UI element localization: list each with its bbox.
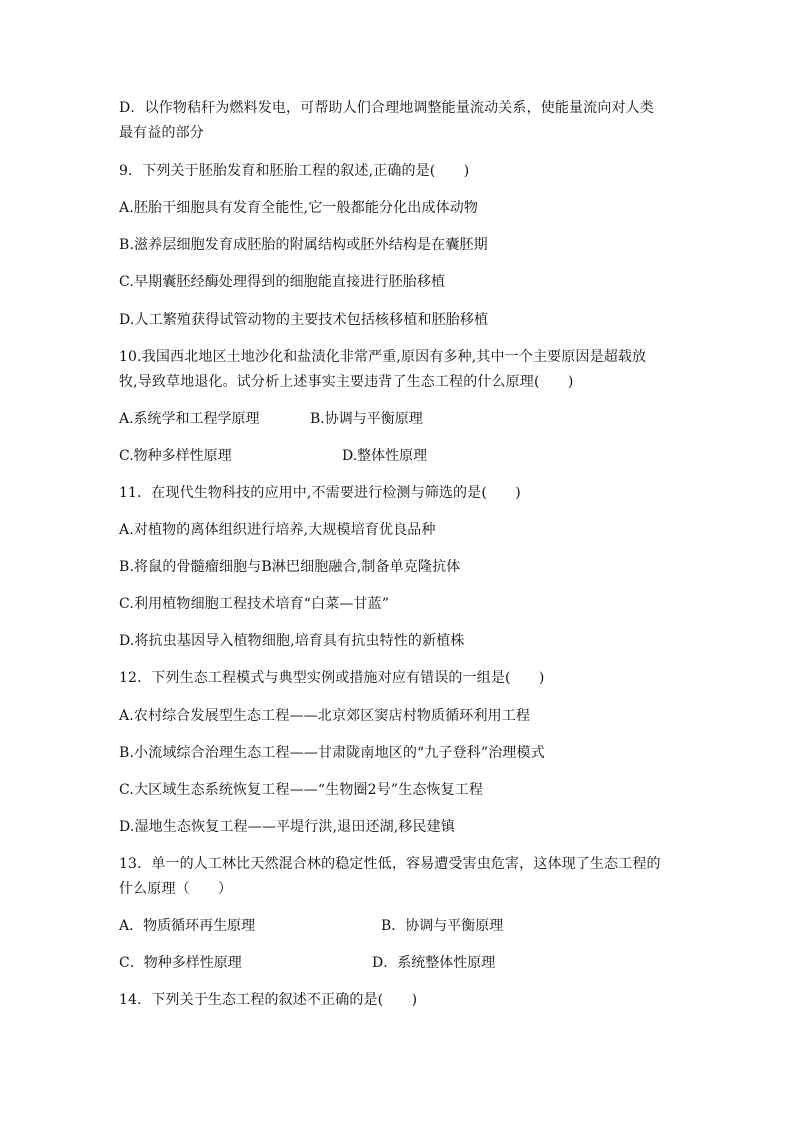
q11-option-b: B.将鼠的骨髓瘤细胞与B淋巴细胞融合,制备单克隆抗体: [119, 559, 461, 575]
q9-stem: 9．下列关于胚胎发育和胚胎工程的叙述,正确的是( ): [119, 163, 470, 179]
q12-stem: 12．下列生态工程模式与典型实例或措施对应有错误的一组是( ): [119, 670, 545, 686]
q13-option-b: B．协调与平衡原理: [381, 918, 504, 934]
q13-option-a: A．物质循环再生原理: [119, 918, 256, 934]
q9-option-a: A.胚胎干细胞具有发育全能性,它一般都能分化出成体动物: [119, 200, 479, 216]
q12-option-b: B.小流域综合治理生态工程——甘肃陇南地区的“九子登科”治理模式: [119, 745, 545, 761]
q8-option-d-line1: D．以作物秸秆为燃料发电，可帮助人们合理地调整能量流动关系，使能量流向对人类: [119, 100, 654, 116]
q9-option-b: B.滋养层细胞发育成胚胎的附属结构或胚外结构是在囊胚期: [119, 237, 488, 253]
q10-option-d: D.整体性原理: [342, 448, 428, 464]
q10-stem-line2: 牧,导致草地退化。试分析上述事实主要违背了生态工程的什么原理( ): [119, 374, 574, 390]
q11-option-a: A.对植物的离体组织进行培养,大规模培育优良品种: [119, 522, 436, 538]
q9-option-d: D.人工繁殖获得试管动物的主要技术包括核移植和胚胎移植: [119, 312, 489, 328]
q13-stem-line2: 什么原理（ ）: [119, 881, 233, 897]
q13-option-d: D．系统整体性原理: [372, 955, 496, 971]
q14-stem: 14．下列关于生态工程的叙述不正确的是( ): [119, 992, 418, 1008]
q13-stem-line1: 13．单一的人工林比天然混合林的稳定性低，容易遭受害虫危害，这体现了生态工程的: [119, 856, 661, 872]
q11-option-c: C.利用植物细胞工程技术培育“白菜—甘蓝”: [119, 596, 390, 612]
q10-option-b: B.协调与平衡原理: [310, 411, 423, 427]
q11-option-d: D.将抗虫基因导入植物细胞,培育具有抗虫特性的新植株: [119, 633, 465, 649]
q9-option-c: C.早期囊胚经酶处理得到的细胞能直接进行胚胎移植: [119, 274, 446, 290]
q13-option-c: C．物种多样性原理: [119, 955, 242, 971]
q12-option-a: A.农村综合发展型生态工程——北京郊区窦店村物质循环利用工程: [119, 708, 531, 724]
q11-stem: 11．在现代生物科技的应用中,不需要进行检测与筛选的是( ): [119, 485, 521, 501]
q10-option-a: A.系统学和工程学原理: [119, 411, 260, 427]
q12-option-c: C.大区域生态系统恢复工程——“生物圈2号”生态恢复工程: [119, 782, 484, 798]
q12-option-d: D.湿地生态恢复工程——平堤行洪,退田还湖,移民建镇: [119, 819, 455, 835]
q8-option-d-line2: 最有益的部分: [119, 125, 204, 141]
q10-stem-line1: 10.我国西北地区土地沙化和盐渍化非常严重,原因有多种,其中一个主要原因是超载放: [119, 349, 647, 365]
q10-option-c: C.物种多样性原理: [119, 448, 232, 464]
